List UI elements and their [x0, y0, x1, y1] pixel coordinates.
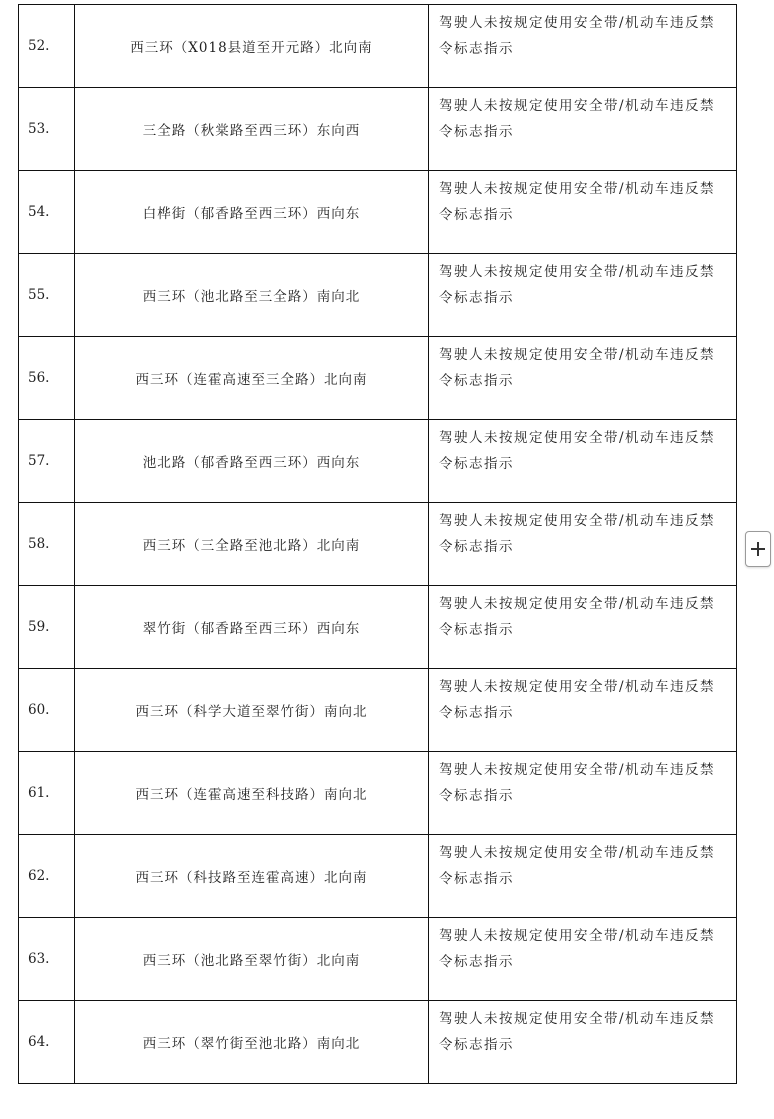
row-number: 56. [19, 337, 75, 420]
table-row [19, 918, 737, 1001]
violation-cell: 驾驶人未按规定使用安全带/机动车违反禁令标志指示 [429, 1001, 737, 1084]
table-row [19, 5, 737, 88]
row-number: 60. [19, 669, 75, 752]
violation-cell: 驾驶人未按规定使用安全带/机动车违反禁令标志指示 [429, 254, 737, 337]
table-row [19, 835, 737, 918]
table-row [19, 669, 737, 752]
location-cell: 西三环（科技路至连霍高速）北向南 [75, 835, 429, 918]
row-number: 54. [19, 171, 75, 254]
table-row [19, 88, 737, 171]
row-number: 62. [19, 835, 75, 918]
row-number: 52. [19, 5, 75, 88]
table-row [19, 254, 737, 337]
row-number: 59. [19, 586, 75, 669]
violation-cell: 驾驶人未按规定使用安全带/机动车违反禁令标志指示 [429, 669, 737, 752]
row-number: 61. [19, 752, 75, 835]
violation-cell: 驾驶人未按规定使用安全带/机动车违反禁令标志指示 [429, 337, 737, 420]
violation-cell: 驾驶人未按规定使用安全带/机动车违反禁令标志指示 [429, 420, 737, 503]
table-row [19, 1001, 737, 1084]
violation-cell: 驾驶人未按规定使用安全带/机动车违反禁令标志指示 [429, 88, 737, 171]
row-number: 55. [19, 254, 75, 337]
violation-cell: 驾驶人未按规定使用安全带/机动车违反禁令标志指示 [429, 171, 737, 254]
table-row [19, 752, 737, 835]
row-number: 58. [19, 503, 75, 586]
location-cell: 西三环（X018县道至开元路）北向南 [75, 5, 429, 88]
table-row [19, 337, 737, 420]
row-number: 53. [19, 88, 75, 171]
location-cell: 西三环（三全路至池北路）北向南 [75, 503, 429, 586]
location-cell: 西三环（池北路至翠竹街）北向南 [75, 918, 429, 1001]
row-number: 64. [19, 1001, 75, 1084]
table-body [19, 5, 737, 1084]
plus-icon [751, 542, 765, 556]
table-row [19, 171, 737, 254]
table-row [19, 586, 737, 669]
location-cell: 白桦街（郁香路至西三环）西向东 [75, 171, 429, 254]
expand-button[interactable] [745, 531, 771, 567]
location-cell: 三全路（秋棠路至西三环）东向西 [75, 88, 429, 171]
enforcement-location-table [18, 4, 737, 1084]
location-cell: 西三环（连霍高速至科技路）南向北 [75, 752, 429, 835]
row-number: 57. [19, 420, 75, 503]
row-number: 63. [19, 918, 75, 1001]
violation-cell: 驾驶人未按规定使用安全带/机动车违反禁令标志指示 [429, 918, 737, 1001]
location-cell: 西三环（科学大道至翠竹街）南向北 [75, 669, 429, 752]
violation-cell: 驾驶人未按规定使用安全带/机动车违反禁令标志指示 [429, 835, 737, 918]
violation-cell: 驾驶人未按规定使用安全带/机动车违反禁令标志指示 [429, 752, 737, 835]
location-cell: 西三环（池北路至三全路）南向北 [75, 254, 429, 337]
violation-cell: 驾驶人未按规定使用安全带/机动车违反禁令标志指示 [429, 5, 737, 88]
violation-cell: 驾驶人未按规定使用安全带/机动车违反禁令标志指示 [429, 503, 737, 586]
violation-cell: 驾驶人未按规定使用安全带/机动车违反禁令标志指示 [429, 586, 737, 669]
location-cell: 池北路（郁香路至西三环）西向东 [75, 420, 429, 503]
location-cell: 西三环（连霍高速至三全路）北向南 [75, 337, 429, 420]
location-cell: 翠竹街（郁香路至西三环）西向东 [75, 586, 429, 669]
table-row [19, 503, 737, 586]
location-cell: 西三环（翠竹街至池北路）南向北 [75, 1001, 429, 1084]
table-row [19, 420, 737, 503]
